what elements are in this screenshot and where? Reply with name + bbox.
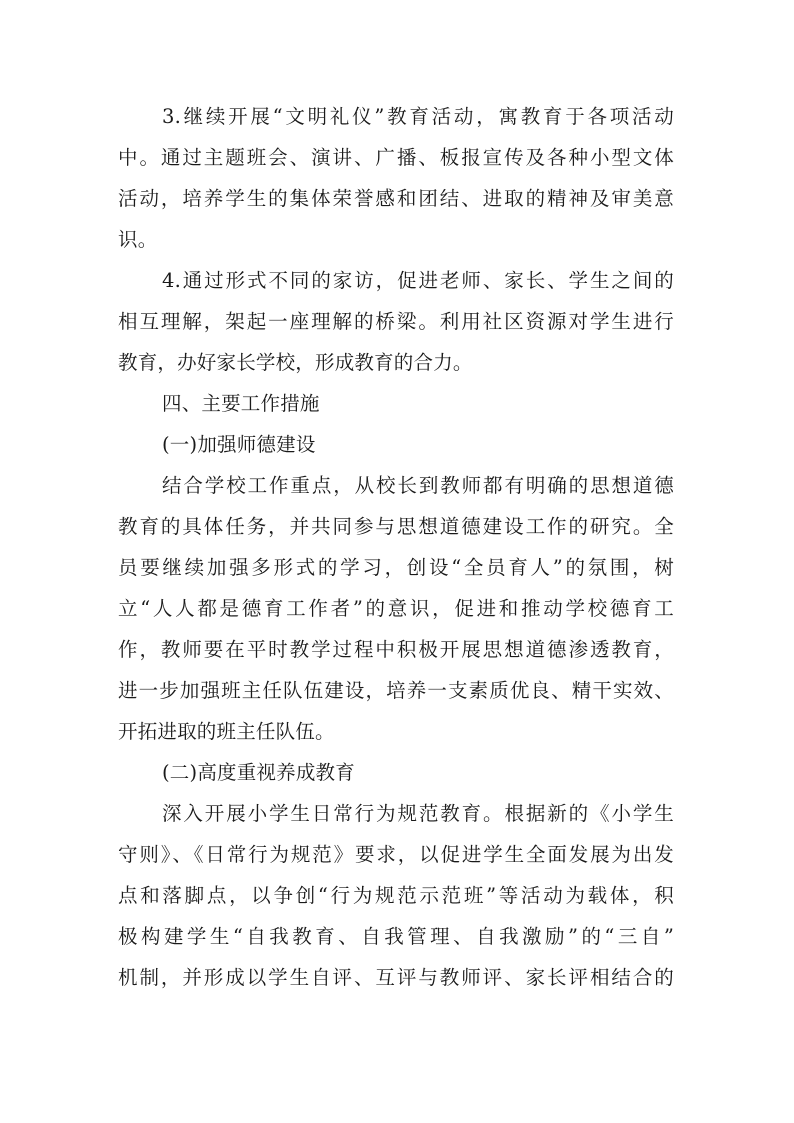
heading-text: (二)高度重视养成教育 <box>162 761 355 784</box>
paragraph-line: 开拓进取的班主任队伍。 <box>118 720 335 743</box>
heading-text: (一)加强师德建设 <box>162 433 316 456</box>
body-paragraph <box>118 793 674 998</box>
paragraph-line: 活动，培养学生的集体荣誉感和团结、进取的精神及审美意 <box>118 187 674 210</box>
body-paragraph <box>118 260 674 383</box>
paragraph-line: 守则》、《日常行为规范》要求，以促进学生全面发展为出发 <box>118 843 674 866</box>
paragraph-line: 员要继续加强多形式的学习，创设“全员育人”的氛围，树 <box>118 556 674 579</box>
paragraph-line: 中。通过主题班会、演讲、广播、板报宣传及各种小型文体 <box>118 146 674 169</box>
paragraph-line: 极构建学生“自我教育、自我管理、自我激励”的“三自” <box>118 925 674 948</box>
paragraph-line: 作，教师要在平时教学过程中积极开展思想道德渗透教育， <box>118 638 674 661</box>
paragraph-line: 教育的具体任务，并共同参与思想道德建设工作的研究。全 <box>118 515 674 538</box>
paragraph-line: 教育，办好家长学校，形成教育的合力。 <box>118 351 473 374</box>
paragraph-line: 4.通过形式不同的家访，促进老师、家长、学生之间的 <box>162 269 674 292</box>
section-heading <box>118 424 674 465</box>
paragraph-line: 深入开展小学生日常行为规范教育。根据新的《小学生 <box>162 802 674 825</box>
paragraph-line: 识。 <box>118 228 158 251</box>
document-body <box>118 96 674 998</box>
section-heading <box>118 383 674 424</box>
paragraph-line: 点和落脚点，以争创“行为规范示范班”等活动为载体，积 <box>118 884 674 907</box>
paragraph-line: 进一步加强班主任队伍建设，培养一支素质优良、精干实效、 <box>118 679 674 702</box>
paragraph-line: 3.继续开展“文明礼仪”教育活动，寓教育于各项活动 <box>162 105 674 128</box>
section-heading <box>118 752 674 793</box>
paragraph-line: 相互理解，架起一座理解的桥梁。利用社区资源对学生进行 <box>118 310 674 333</box>
body-paragraph <box>118 96 674 260</box>
body-paragraph <box>118 465 674 752</box>
heading-text: 四、主要工作措施 <box>162 392 320 415</box>
paragraph-line: 立“人人都是德育工作者”的意识，促进和推动学校德育工 <box>118 597 674 620</box>
paragraph-line: 机制，并形成以学生自评、互评与教师评、家长评相结合的 <box>118 966 674 989</box>
paragraph-line: 结合学校工作重点，从校长到教师都有明确的思想道德 <box>162 474 674 497</box>
